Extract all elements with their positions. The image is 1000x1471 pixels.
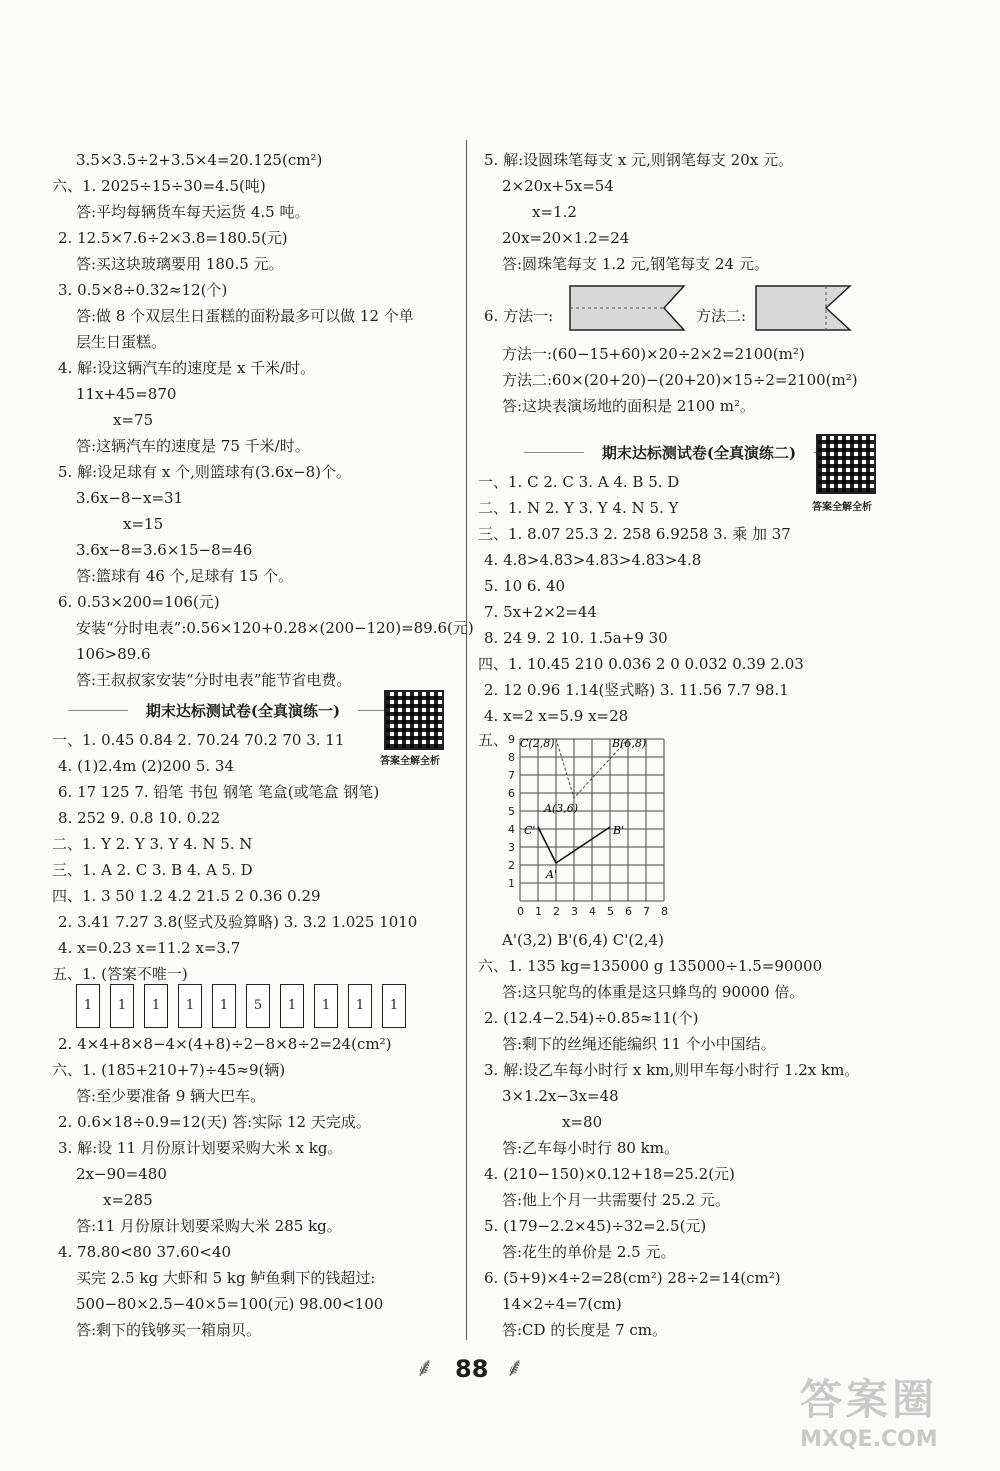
text-line: 答:这只鸵鸟的体重是这只蜂鸟的 90000 倍。 (502, 983, 805, 1001)
y-tick-label: 1 (508, 877, 515, 890)
x-tick-label: 8 (661, 905, 668, 918)
text-line: 4. x=2 x=5.9 x=28 (484, 707, 629, 725)
number-card: 1 (280, 984, 304, 1028)
text-line: 六、1. 135 kg=135000 g 135000÷1.5=90000 (478, 957, 823, 975)
x-tick-label: 2 (553, 905, 560, 918)
text-line: 三、1. 8.07 25.3 2. 258 6.9258 3. 乘 加 37 (478, 525, 791, 543)
label-Bp: B' (613, 824, 625, 837)
text-line: 三、1. A 2. C 3. B 4. A 5. D (52, 861, 253, 879)
number-card: 1 (178, 984, 202, 1028)
text-line: 6. 0.53×200=106(元) (58, 593, 220, 611)
y-tick-label: 3 (508, 841, 515, 854)
text-line: 3. 解:设 11 月份原计划要采购大米 x kg。 (58, 1139, 343, 1157)
number-card: 1 (314, 984, 338, 1028)
text-line: 4. (1)2.4m (2)200 5. 34 (58, 757, 234, 775)
text-line: 3×1.2x−3x=48 (502, 1087, 619, 1105)
y-tick-label: 7 (508, 769, 515, 782)
watermark-text: 答案圈 (800, 1375, 939, 1424)
text-line: x=15 (123, 515, 164, 533)
text-line: 六、1. 2025÷15÷30=4.5(吨) (52, 177, 266, 195)
text-line: 答:这辆汽车的速度是 75 千米/时。 (76, 437, 310, 455)
text-line: 答:篮球有 46 个,足球有 15 个。 (76, 567, 294, 585)
watermark-url: MXQE.COM (800, 1427, 938, 1452)
text-line: 二、1. N 2. Y 3. Y 4. N 5. Y (478, 499, 679, 517)
text-line: 2. 12 0.96 1.14(竖式略) 3. 11.56 7.7 98.1 (484, 681, 789, 699)
y-tick-label: 9 (508, 733, 515, 746)
label-B: B(6,8) (612, 737, 647, 750)
text-line: 7. 5x+2×2=44 (484, 603, 597, 621)
text-line: 2. (12.4−2.54)÷0.85≈11(个) (484, 1009, 699, 1027)
text-line: x=80 (562, 1113, 603, 1131)
text-line: 3.5×3.5÷2+3.5×4=20.125(cm²) (76, 151, 323, 169)
text-line: 2. 0.6×18÷0.9=12(天) 答:实际 12 天完成。 (58, 1113, 371, 1131)
text-line: x=75 (113, 411, 154, 429)
palm-tree-icon: ⸙ (415, 1353, 435, 1383)
text-line: A'(3,2) B'(6,4) C'(2,4) (502, 931, 664, 949)
label-A: A(3,6) (544, 802, 579, 815)
text-line: 4. 4.8>4.83>4.83>4.83>4.8 (484, 551, 702, 569)
text-line: 6. 方法一: (484, 307, 554, 325)
section-title: 期末达标测试卷(全真演练一) (138, 700, 348, 721)
watermark (800, 1367, 980, 1457)
qr-code-icon (816, 434, 876, 494)
text-line: 6. (5+9)×4÷2=28(cm²) 28÷2=14(cm²) (484, 1269, 781, 1287)
text-line: 一、1. C 2. C 3. A 4. B 5. D (478, 473, 680, 491)
text-line: 5. 解:设圆珠笔每支 x 元,则钢笔每支 20x 元。 (484, 151, 793, 169)
text-line: 500−80×2.5−40×5=100(元) 98.00<100 (76, 1295, 384, 1313)
text-line: 答:剩下的钱够买一箱扇贝。 (76, 1321, 262, 1339)
text-line: 答:至少要准备 9 辆大巴车。 (76, 1087, 266, 1105)
number-card: 1 (212, 984, 236, 1028)
text-line: 2. 3.41 7.27 3.8(竖式及验算略) 3. 3.2 1.025 1010 (58, 913, 418, 931)
qr-code-icon (384, 690, 444, 750)
y-tick-label: 4 (508, 823, 515, 836)
text-line: x=1.2 (532, 203, 577, 221)
text-line: 方法二: (696, 307, 747, 325)
text-line: 答:平均每辆货车每天运货 4.5 吨。 (76, 203, 310, 221)
text-line: 五、1. (答案不唯一) (52, 965, 188, 983)
text-line: 方法一:(60−15+60)×20÷2×2=2100(m²) (502, 345, 805, 363)
y-tick-label: 6 (508, 787, 515, 800)
text-line: 3.6x−8=3.6×15−8=46 (76, 541, 253, 559)
text-line: 5. (179−2.2×45)÷32=2.5(元) (484, 1217, 707, 1235)
text-line: 答:这块表演场地的面积是 2100 m²。 (502, 397, 756, 415)
x-tick-label: 7 (643, 905, 650, 918)
number-card: 1 (382, 984, 406, 1028)
text-line: 3.6x−8−x=31 (76, 489, 184, 507)
text-line: 答:他上个月一共需要付 25.2 元。 (502, 1191, 730, 1209)
text-line: 买完 2.5 kg 大虾和 5 kg 鲈鱼剩下的钱超过: (76, 1269, 376, 1287)
section-title: 期末达标测试卷(全真演练二) (594, 442, 804, 463)
text-line: 答:圆珠笔每支 1.2 元,钢笔每支 24 元。 (502, 255, 769, 273)
x-tick-label: 5 (607, 905, 614, 918)
method-two-figure (754, 282, 854, 334)
text-line: 4. 78.80<80 37.60<40 (58, 1243, 232, 1261)
text-line: 答:王叔叔家安装“分时电表”能节省电费。 (76, 671, 352, 689)
text-line: 方法二:60×(20+20)−(20+20)×15÷2=2100(m²) (502, 371, 858, 389)
text-line: 四、1. 10.45 210 0.036 2 0 0.032 0.39 2.03 (478, 655, 804, 673)
text-line: x=285 (103, 1191, 153, 1209)
text-line: 一、1. 0.45 0.84 2. 70.24 70.2 70 3. 11 (52, 731, 345, 749)
text-line: 20x=20×1.2=24 (502, 229, 630, 247)
coordinate-grid (498, 728, 698, 928)
text-line: 答:乙车每小时行 80 km。 (502, 1139, 679, 1157)
number-card: 1 (348, 984, 372, 1028)
text-line: 3. 0.5×8÷0.32≈12(个) (58, 281, 228, 299)
text-line: 6. 17 125 7. 铅笔 书包 钢笔 笔盒(或笔盒 钢笔) (58, 783, 380, 801)
text-line: 答:买这块玻璃要用 180.5 元。 (76, 255, 284, 273)
text-line: 3. 解:设乙车每小时行 x km,则甲车每小时行 1.2x km。 (484, 1061, 860, 1079)
text-line: 六、1. (185+210+7)÷45≈9(辆) (52, 1061, 286, 1079)
text-line: 11x+45=870 (76, 385, 177, 403)
text-line: 层生日蛋糕。 (76, 333, 167, 351)
text-line: 4. (210−150)×0.12+18=25.2(元) (484, 1165, 735, 1183)
text-line: 2. 4×4+8×8−4×(4+8)÷2−8×8÷2=24(cm²) (58, 1035, 392, 1053)
method-one-figure (568, 282, 688, 334)
text-line: 答:剩下的丝绳还能编织 11 个小中国结。 (502, 1035, 776, 1053)
text-line: 安装“分时电表”:0.56×120+0.28×(200−120)=89.6(元) (76, 619, 474, 637)
text-line: 2. 12.5×7.6÷2×3.8=180.5(元) (58, 229, 288, 247)
x-tick-label: 1 (535, 905, 542, 918)
number-card: 1 (144, 984, 168, 1028)
text-line: 答:花生的单价是 2.5 元。 (502, 1243, 676, 1261)
label-C: C(2,8) (520, 737, 555, 750)
number-card: 5 (246, 984, 270, 1028)
text-line: 106>89.6 (76, 645, 151, 663)
text-line: 8. 24 9. 2 10. 1.5a+9 30 (484, 629, 668, 647)
text-line: 2×20x+5x=54 (502, 177, 614, 195)
qr-caption: 答案全解全析 (380, 756, 440, 767)
label-Cp: C' (524, 824, 536, 837)
palm-tree-icon: ⸙ (505, 1353, 525, 1383)
label-Ap: A' (546, 868, 557, 881)
text-line: 答:11 月份原计划要采购大米 285 kg。 (76, 1217, 342, 1235)
text-line: 4. x=0.23 x=11.2 x=3.7 (58, 939, 241, 957)
number-card: 1 (76, 984, 100, 1028)
x-tick-label: 0 (517, 905, 524, 918)
text-line: 4. 解:设这辆汽车的速度是 x 千米/时。 (58, 359, 316, 377)
text-line: 答:做 8 个双层生日蛋糕的面粉最多可以做 12 个单 (76, 307, 414, 325)
page-number: 88 (455, 1355, 489, 1383)
text-line: 8. 252 9. 0.8 10. 0.22 (58, 809, 221, 827)
text-line: 5. 解:设足球有 x 个,则篮球有(3.6x−8)个。 (58, 463, 352, 481)
text-line: 二、1. Y 2. Y 3. Y 4. N 5. N (52, 835, 253, 853)
text-line: 14×2÷4=7(cm) (502, 1295, 622, 1313)
column-divider (466, 140, 467, 1340)
number-card: 1 (110, 984, 134, 1028)
text-line: 2x−90=480 (76, 1165, 167, 1183)
text-line: 四、1. 3 50 1.2 4.2 21.5 2 0.36 0.29 (52, 887, 321, 905)
y-tick-label: 5 (508, 805, 515, 818)
qr-caption: 答案全解全析 (812, 502, 872, 513)
text-line: 5. 10 6. 40 (484, 577, 566, 595)
x-tick-label: 3 (571, 905, 578, 918)
text-line: 五、 (478, 731, 509, 749)
x-tick-label: 6 (625, 905, 632, 918)
y-tick-label: 8 (508, 751, 515, 764)
y-tick-label: 2 (508, 859, 515, 872)
text-line: 答:CD 的长度是 7 cm。 (502, 1321, 668, 1339)
x-tick-label: 4 (589, 905, 596, 918)
